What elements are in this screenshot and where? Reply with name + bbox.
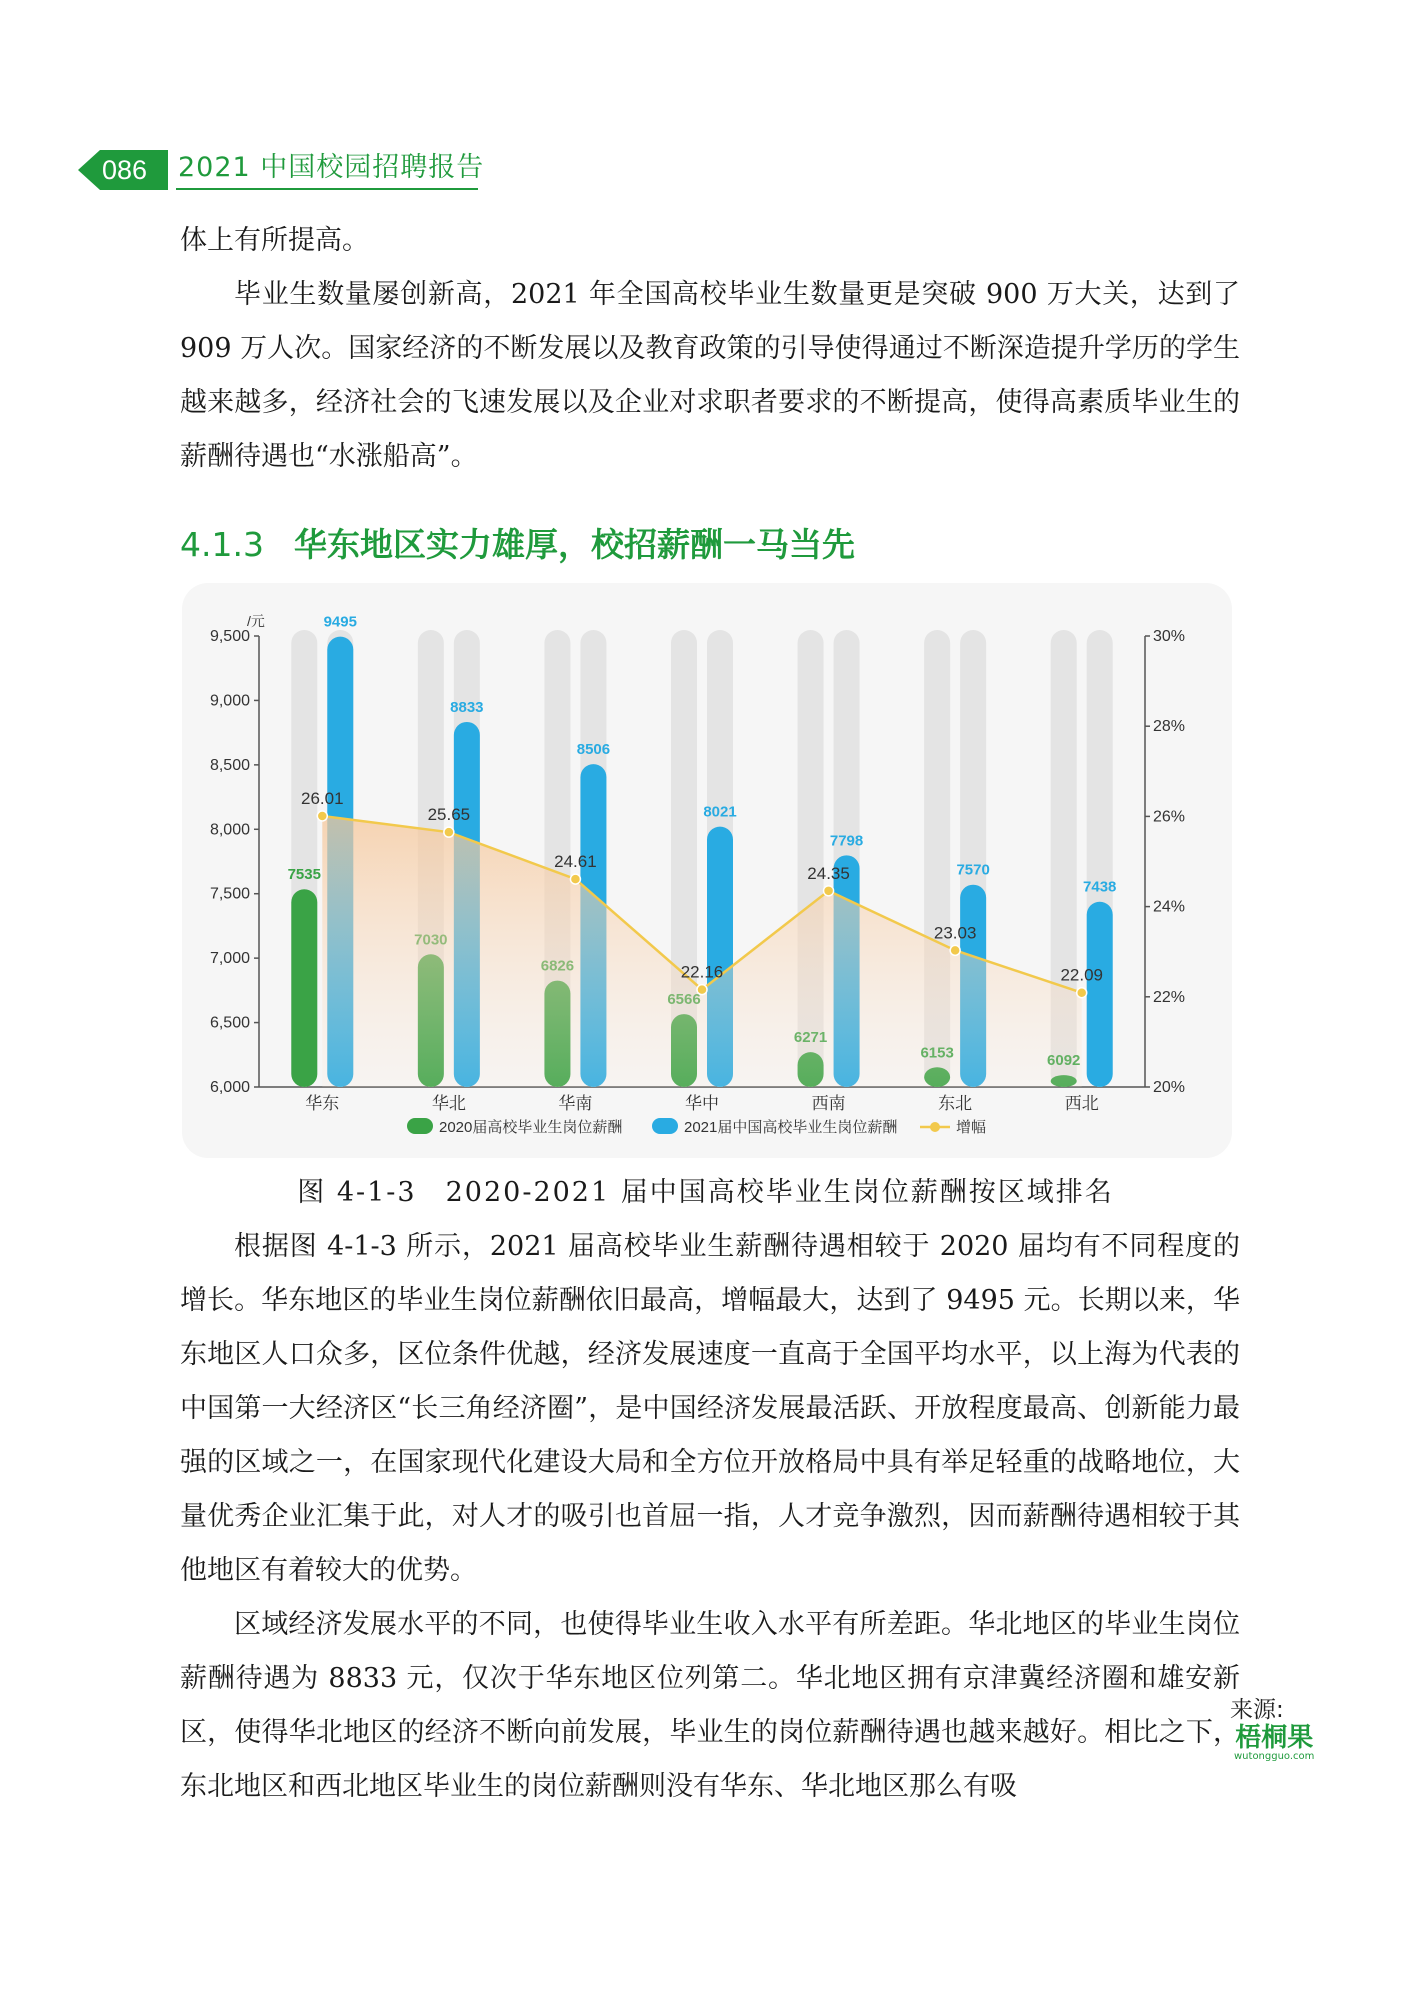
legend-point-growth <box>930 1122 940 1132</box>
x-tick-label: 华北 <box>431 1094 466 1113</box>
growth-point <box>824 886 834 896</box>
paragraph-east-china: 根据图 4-1-3 所示，2021 届高校毕业生薪酬待遇相较于 2020 届均有不同程度的增长。华东地区的毕业生岗位薪酬依旧最高，增幅最大，达到了 9495 元。长期以来，华东地区人口众多，区位条件优越，经济发展速度一直高于全国平均水平，以上海为代表的中国第一大经济区“长三角经济圈”，是中国经济发展最活跃、开放程度最高、创新能力最强的区域之一，在国家现代化建设大局和全方位开放格局中具有举足轻重的战略地位，大量优秀企业汇集于此，对人才的吸引也首屈一指，人才竞争激烈，因而薪酬待遇相较于其他地区有着较大的优势。 <box>180 1231 1240 1586</box>
legend-swatch-2021 <box>652 1118 678 1134</box>
section-title: 华东地区实力雄厚，校招薪酬一马当先 <box>293 525 855 564</box>
growth-point <box>697 985 707 995</box>
growth-point <box>1077 988 1087 998</box>
y-left-tick-label: 8,000 <box>209 821 250 839</box>
y-left-tick-label: 9,500 <box>209 628 250 645</box>
y-left-unit: /元 <box>247 613 265 629</box>
y-right-tick-label: 26% <box>1153 808 1186 826</box>
section-number: 4.1.3 <box>180 525 264 564</box>
y-left-tick-label: 7,500 <box>209 885 250 903</box>
page-number: 086 <box>102 155 148 185</box>
paragraph-north-china: 区域经济发展水平的不同，也使得毕业生收入水平有所差距。华北地区的毕业生岗位薪酬待遇为 8833 元，仅次于华东地区位列第二。华北地区拥有京津冀经济圈和雄安新区，使得华北地区的经济不断向前发展，毕业生的岗位薪酬待遇也越来越好。相比之下，东北地区和西北地区毕业生的岗位薪酬则没有华东、华北地区那么有吸 <box>180 1609 1240 1802</box>
growth-label: 26.01 <box>301 788 344 808</box>
y-right-tick-label: 24% <box>1153 898 1186 916</box>
growth-point <box>950 945 960 955</box>
growth-label: 23.03 <box>933 923 977 943</box>
y-left-tick-label: 9,000 <box>209 692 250 710</box>
bar-label-2021: 7570 <box>956 861 990 879</box>
growth-label: 22.09 <box>1060 965 1103 985</box>
x-tick-label: 西南 <box>811 1094 846 1113</box>
x-tick-label: 华东 <box>305 1094 340 1113</box>
growth-label: 22.16 <box>680 962 724 982</box>
y-left-tick-label: 6,500 <box>209 1014 250 1032</box>
growth-point <box>444 827 454 837</box>
source-credit <box>1230 1691 1315 1762</box>
y-right-tick-label: 20% <box>1153 1079 1186 1096</box>
bar-label-2021: 7798 <box>829 832 864 850</box>
brand-url: wutongguo.com <box>1234 1751 1315 1762</box>
header-underline <box>176 188 478 190</box>
y-left-tick-label: 6,000 <box>209 1079 250 1096</box>
bar-label-2021: 7438 <box>1083 878 1117 896</box>
growth-point <box>317 811 327 821</box>
source-label: 来源: <box>1230 1697 1284 1723</box>
legend-label-growth: 增幅 <box>956 1119 987 1136</box>
paragraph-continuation: 体上有所提高。 <box>180 225 369 256</box>
y-right-tick-label: 22% <box>1153 988 1186 1006</box>
bar-label-2021: 8506 <box>576 741 611 759</box>
bar-2021 <box>1087 902 1113 1087</box>
y-right-tick-label: 28% <box>1153 718 1186 736</box>
legend-label-2020: 2020届高校毕业生岗位薪酬 <box>439 1119 623 1136</box>
section-heading <box>180 520 855 570</box>
x-tick-label: 西北 <box>1064 1094 1099 1113</box>
brand-logo <box>1234 1724 1314 1762</box>
y-right-tick-label: 30% <box>1153 628 1186 645</box>
y-left-tick-label: 8,500 <box>209 756 250 774</box>
growth-label: 24.61 <box>554 852 597 872</box>
bar-label-2021: 8833 <box>450 698 484 716</box>
legend-swatch-2020 <box>407 1118 433 1134</box>
x-tick-label: 华中 <box>685 1094 719 1113</box>
y-left-tick-label: 7,000 <box>209 950 250 968</box>
bar-2020 <box>291 889 317 1087</box>
salary-chart-svg <box>182 583 1232 1158</box>
legend-label-2021: 2021届中国高校毕业生岗位薪酬 <box>684 1119 898 1136</box>
x-tick-label: 东北 <box>938 1094 973 1113</box>
figure-caption: 图 4-1-3 2020-2021 届中国高校毕业生岗位薪酬按区域排名 <box>297 1177 1114 1208</box>
growth-label: 24.35 <box>807 863 850 883</box>
paragraph-graduates: 毕业生数量屡创新高，2021 年全国高校毕业生数量更是突破 900 万大关，达到了 909 万人次。国家经济的不断发展以及教育政策的引导使得通过不断深造提升学历的学生越来越多，经济社会的飞速发展以及企业对求职者要求的不断提高，使得高素质毕业生的薪酬待遇也“水涨船高”。 <box>180 279 1240 472</box>
brand-name: 梧桐果 <box>1235 1723 1314 1753</box>
growth-point <box>570 874 580 884</box>
bar-label-2021: 8021 <box>703 803 737 821</box>
bar-label-2021: 9495 <box>323 613 357 631</box>
growth-label: 25.65 <box>427 805 471 825</box>
x-tick-label: 华南 <box>558 1094 593 1113</box>
bar-label-2020: 7535 <box>287 866 321 884</box>
report-title: 2021 中国校园招聘报告 <box>178 152 485 183</box>
